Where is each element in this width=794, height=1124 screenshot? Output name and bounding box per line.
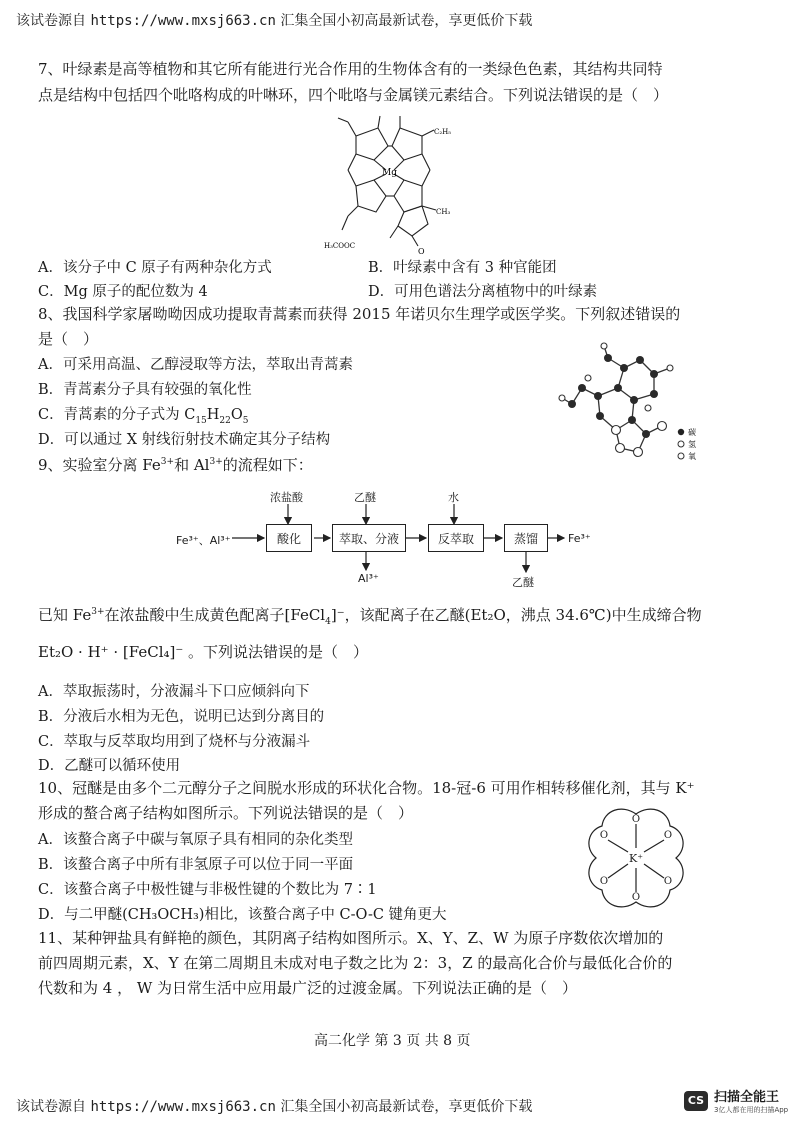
flow-input-label: Fe³⁺、Al³⁺ [176,534,231,547]
crown-oxygen-4: O [599,876,609,887]
q9-known-text: 已知 $Fe^{3+}$在浓盐酸中生成黄色配离子[FeCl$_4$]⁻，该配离子在乙醚(Et₂O，沸点 34.6℃)中生成缔合物 [38,606,702,627]
q7-option-b: B．叶绿素中含有 3 种官能团 [368,260,557,276]
q10-option-d: D．与二甲醚(CH₃OCH₃)相比，该螯合离子中 C-O-C 键角更大 [38,907,447,923]
output-ether: 乙醚 [512,576,534,589]
crown-oxygen-3: O [663,830,673,841]
q7-option-d: D．可用色谱法分离植物中的叶绿素 [368,284,598,300]
q9-stem-line1: 9、实验室分离 $Fe^{3+}$和 $Al^{3+}$的流程如下： [38,456,313,474]
q11-stem-line1: 11、某种钾盐具有鲜艳的颜色，其阴离子结构如图所示。X、Y、Z、W 为原子序数依次增加的 [38,929,664,947]
legend-carbon: 碳 [688,428,696,437]
bottom-watermark-url[interactable]: https://www.mxsj663.cn [90,1099,276,1115]
q10-option-c: C．该螯合离子中极性键与非极性键的个数比为 7∶1 [38,882,377,898]
scanner-app-tagline: 3亿人都在用的扫描App [714,1106,789,1114]
q8-option-d: D．可以通过 X 射线衍射技术确定其分子结构 [38,432,331,448]
reagent-conc-hcl: 浓盐酸 [270,491,303,504]
potassium-ion-label: K⁺ [628,852,644,865]
flow-step-extract: 萃取、分液 [332,524,406,552]
reagent-water: 水 [448,491,459,504]
q8-option-b: B．青蒿素分子具有较强的氧化性 [38,382,252,398]
crown-oxygen-5: O [663,876,673,887]
mg-label: Mg [382,168,397,178]
q9-option-b: B．分液后水相为无色，说明已达到分离目的 [38,709,325,725]
q7-stem-line1: 7、叶绿素是高等植物和其它所有能进行光合作用的生物体含有的一类绿色色素，其结构共同特 [38,60,663,78]
chlorophyll-structure [318,108,468,256]
q8-option-a: A．可采用高温、乙醇浸取等方法，萃取出青蒿素 [38,357,353,373]
q11-stem-line2: 前四周期元素，X、Y 在第二周期且未成对电子数之比为 2：3，Z 的最高化合价与最低化合价的 [38,954,673,972]
scanner-app-name: 扫描全能王 [714,1090,780,1105]
output-fe: Fe³⁺ [568,532,591,545]
ethyl-label: C₂H₅ [434,128,452,136]
ester-label: H₃COOC [324,242,356,250]
q7-option-c: C．Mg 原子的配位数为 4 [38,284,208,300]
q9-option-c: C．萃取与反萃取均用到了烧杯与分液漏斗 [38,734,311,750]
bottom-watermark: 该试卷源自 https://www.mxsj663.cn 汇集全国小初高最新试卷，享更低价下载 [16,1099,533,1115]
scanner-app-logo [684,1086,788,1115]
flow-step-distill: 蒸馏 [504,524,548,552]
q10-stem-line2: 形成的螯合离子结构如图所示。下列说法错误的是（ ） [38,804,414,822]
q7-stem-line2: 点是结构中包括四个吡咯构成的叶啉环，四个吡咯与金属镁元素结合。下列说法错误的是（ ） [38,86,669,104]
flow-step-acidify: 酸化 [266,524,312,552]
watermark-url[interactable]: https://www.mxsj663.cn [90,13,276,29]
q9-option-a: A．萃取振荡时，分液漏斗下口应倾斜向下 [38,684,310,700]
q11-stem-line3: 代数和为 4 ， W 为日常生活中应用最广泛的过渡金属。下列说法正确的是（ ） [38,979,578,997]
flow-step-back-extract: 反萃取 [428,524,484,552]
crown-oxygen-1: O [631,814,641,825]
crown-ether-k-complex [578,800,694,916]
q10-option-b: B．该螯合离子中所有非氢原子可以位于同一平面 [38,857,354,873]
oxo-label: O [418,247,425,256]
top-watermark: 该试卷源自 https://www.mxsj663.cn 汇集全国小初高最新试卷，享更低价下载 [16,13,533,29]
q8-stem-line2: 是（ ） [38,330,99,348]
output-al: Al³⁺ [358,572,379,585]
cs-logo-icon: CS [684,1091,708,1111]
legend-hydrogen: 氢 [688,440,696,449]
q8-option-c: C．青蒿素的分子式为 $C_{15}H_{22}O_5$ [38,407,249,426]
page-footer: 高二化学 第 3 页 共 8 页 [314,1033,471,1049]
q10-option-a: A．该螯合离子中碳与氧原子具有相同的杂化类型 [38,832,353,848]
crown-oxygen-6: O [631,892,641,903]
crown-oxygen-2: O [599,830,609,841]
methyl-label: CH₃ [436,208,451,216]
reagent-ether: 乙醚 [354,491,376,504]
legend-oxygen: 氧 [688,452,696,461]
q9-option-d: D．乙醚可以循环使用 [38,758,181,774]
artemisinin-ball-stick-model [548,338,698,466]
q10-stem-line1: 10、冠醚是由多个二元醇分子之间脱水形成的环状化合物。18-冠-6 可用作相转移催化剂，其与 K⁺ [38,779,695,797]
q8-stem-line1: 8、我国科学家屠呦呦因成功提取青蒿素而获得 2015 年诺贝尔生理学或医学奖。下列叙述错误的 [38,305,681,323]
q7-option-a: A．该分子中 C 原子有两种杂化方式 [38,260,272,276]
q9-associate-line: Et₂O · H⁺ · [FeCl₄]⁻ 。下列说法错误的是（ ） [38,643,369,661]
